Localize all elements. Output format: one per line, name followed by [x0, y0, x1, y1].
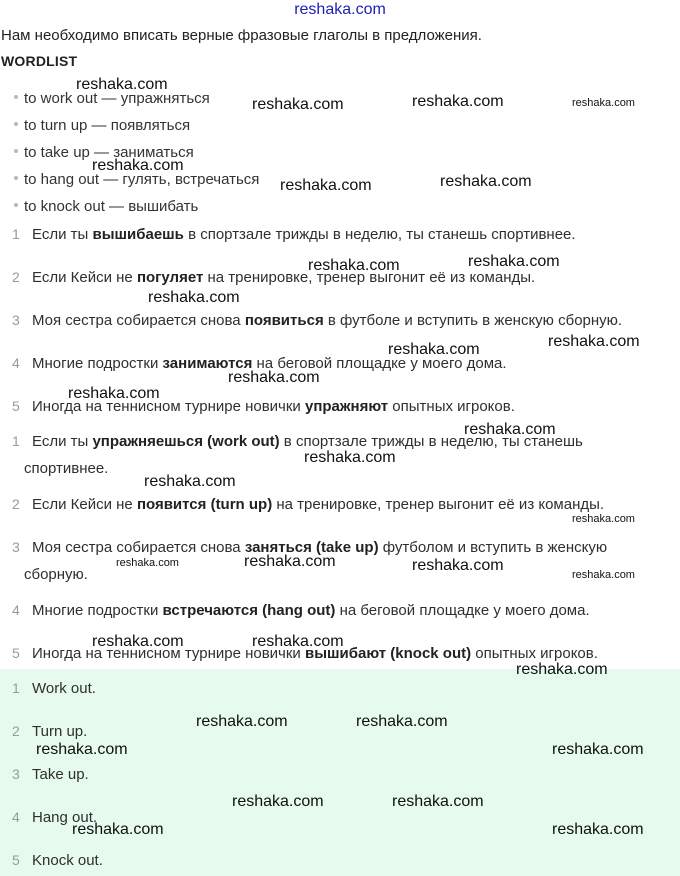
watermark: reshaka.com — [572, 97, 635, 109]
watermark: reshaka.com — [72, 821, 164, 838]
watermark: reshaka.com — [356, 713, 448, 730]
item-number: 4 — [12, 809, 20, 825]
bullet-icon — [14, 122, 18, 126]
watermark: reshaka.com — [252, 96, 344, 113]
watermark: reshaka.com — [548, 333, 640, 350]
answer-text: Work out. — [32, 680, 96, 697]
watermark: reshaka.com — [552, 741, 644, 758]
watermark: reshaka.com — [304, 449, 396, 466]
watermark: reshaka.com — [572, 569, 635, 581]
answer-text: Hang out. — [32, 809, 98, 826]
watermark: reshaka.com — [244, 553, 336, 570]
site-header[interactable]: reshaka.com — [294, 1, 386, 18]
answer-text: Turn up. — [32, 723, 88, 740]
watermark: reshaka.com — [308, 257, 400, 274]
corrected-sentence-continuation: сборную. — [24, 566, 88, 583]
corrected-sentence-continuation: спортивнее. — [24, 460, 109, 477]
original-sentence: Если Кейси не погуляет на тренировке, тренер выгонит её из команды. — [32, 269, 536, 286]
item-number: 3 — [12, 766, 20, 782]
original-sentence: Моя сестра собирается снова появиться в футболе и вступить в женскую сборную. — [32, 312, 623, 329]
bullet-icon — [14, 203, 18, 207]
watermark: reshaka.com — [196, 713, 288, 730]
corrected-sentence: Иногда на теннисном турнире новички вышибают (knock out) опытных игроков. — [32, 645, 598, 662]
wordlist-item: to turn up — появляться — [14, 117, 190, 134]
bullet-icon — [14, 176, 18, 180]
watermark: reshaka.com — [92, 633, 184, 650]
corrected-sentence: Если ты упражняешься (work out) в спортзале трижды в неделю, ты станешь — [32, 433, 583, 450]
item-number: 1 — [12, 433, 20, 449]
watermark: reshaka.com — [252, 633, 344, 650]
watermark: reshaka.com — [232, 793, 324, 810]
wordlist-item: to work out — упражняться — [14, 90, 210, 107]
item-number: 4 — [12, 602, 20, 618]
wordlist-title: WORDLIST — [1, 53, 78, 69]
watermark: reshaka.com — [148, 289, 240, 306]
watermark: reshaka.com — [36, 741, 128, 758]
watermark: reshaka.com — [144, 473, 236, 490]
corrected-sentence: Многие подростки встречаются (hang out) на беговой площадке у моего дома. — [32, 602, 590, 619]
original-sentence: Если ты вышибаешь в спортзале трижды в неделю, ты станешь спортивнее. — [32, 226, 576, 243]
watermark: reshaka.com — [552, 821, 644, 838]
watermark: reshaka.com — [440, 173, 532, 190]
watermark: reshaka.com — [412, 557, 504, 574]
watermark: reshaka.com — [392, 793, 484, 810]
original-sentence: Иногда на теннисном турнире новички упражняют опытных игроков. — [32, 398, 515, 415]
item-number: 5 — [12, 852, 20, 868]
corrected-sentence: Моя сестра собирается снова заняться (take up) футболом и вступить в женскую — [32, 539, 608, 556]
item-number: 3 — [12, 312, 20, 328]
watermark: reshaka.com — [280, 177, 372, 194]
answer-text: Knock out. — [32, 852, 103, 869]
watermark: reshaka.com — [468, 253, 560, 270]
item-number: 5 — [12, 398, 20, 414]
watermark: reshaka.com — [68, 385, 160, 402]
item-number: 2 — [12, 723, 20, 739]
answer-text: Take up. — [32, 766, 89, 783]
watermark: reshaka.com — [388, 341, 480, 358]
watermark: reshaka.com — [516, 661, 608, 678]
bullet-icon — [14, 95, 18, 99]
item-number: 3 — [12, 539, 20, 555]
item-number: 2 — [12, 496, 20, 512]
wordlist-item: to knock out — вышибать — [14, 198, 198, 215]
watermark: reshaka.com — [464, 421, 556, 438]
item-number: 4 — [12, 355, 20, 371]
wordlist-item: to hang out — гулять, встречаться — [14, 171, 259, 188]
watermark: reshaka.com — [572, 513, 635, 525]
watermark: reshaka.com — [92, 157, 184, 174]
intro-text: Нам необходимо вписать верные фразовые глаголы в предложения. — [1, 27, 482, 44]
original-sentence: Многие подростки занимаются на беговой площадке у моего дома. — [32, 355, 507, 372]
item-number: 2 — [12, 269, 20, 285]
watermark: reshaka.com — [228, 369, 320, 386]
item-number: 1 — [12, 680, 20, 696]
item-number: 1 — [12, 226, 20, 242]
answers-panel — [0, 669, 680, 876]
corrected-sentence: Если Кейси не появится (turn up) на тренировке, тренер выгонит её из команды. — [32, 496, 605, 513]
watermark: reshaka.com — [76, 76, 168, 93]
bullet-icon — [14, 149, 18, 153]
wordlist-item: to take up — заниматься — [14, 144, 194, 161]
item-number: 5 — [12, 645, 20, 661]
watermark: reshaka.com — [412, 93, 504, 110]
watermark: reshaka.com — [116, 557, 179, 569]
